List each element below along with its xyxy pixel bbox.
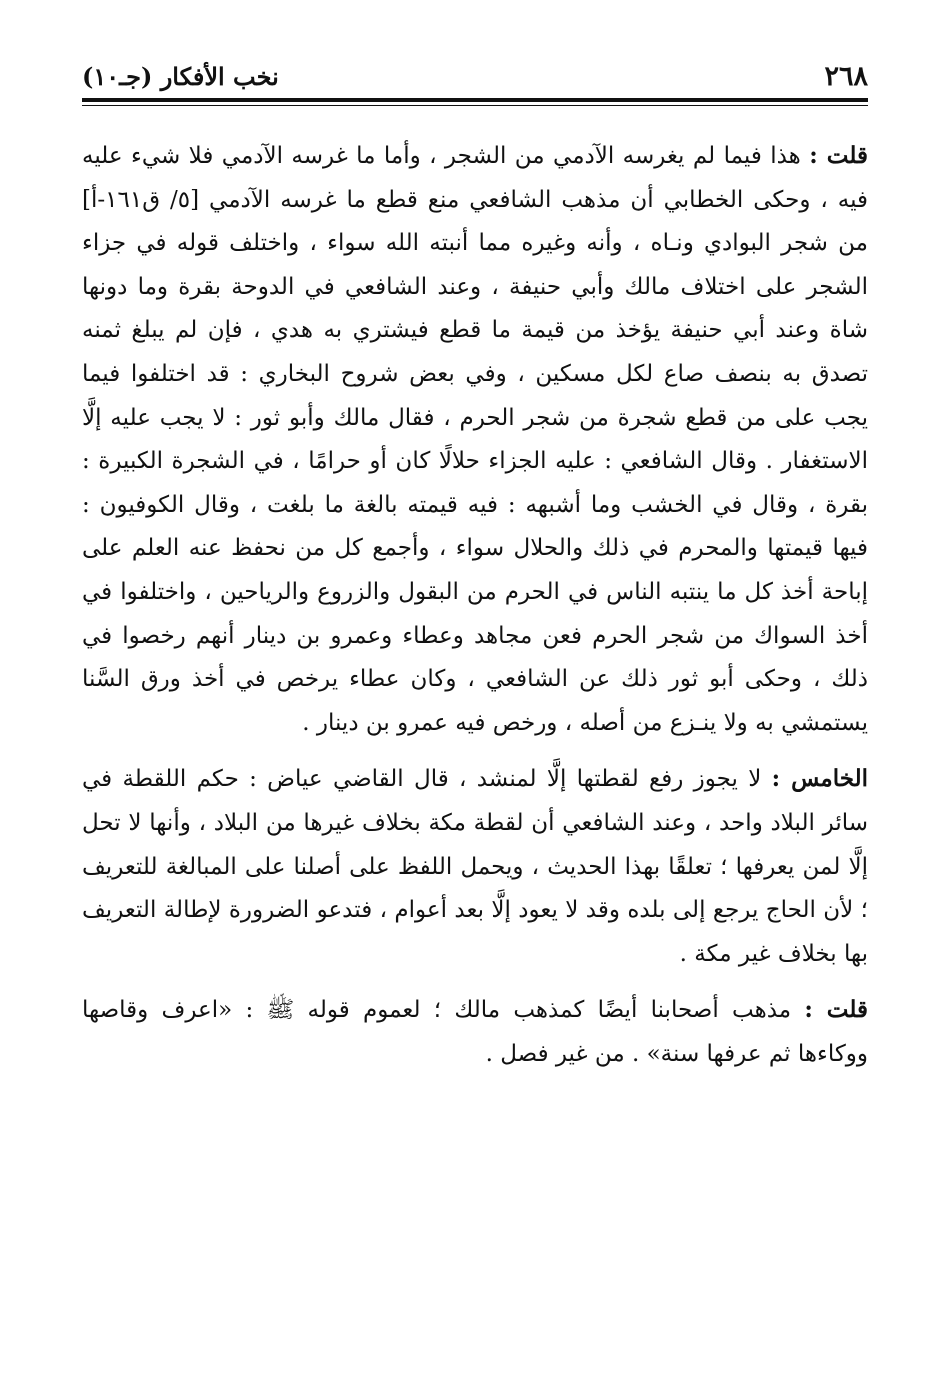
header-rule-thick — [82, 98, 868, 102]
paragraph-text: مذهب أصحابنا أيضًا كمذهب مالك ؛ لعموم قوله ﷺ : «اعرف وقاصها ووكاءها ثم عرفها سنة» . من غير فصل . — [82, 997, 868, 1067]
page-number: ٢٦٨ — [824, 61, 868, 92]
body-text — [82, 134, 868, 1076]
page-header — [82, 56, 868, 92]
paragraph-text: لا يجوز رفع لقطتها إلَّا لمنشد ، قال القاضي عياض : حكم اللقطة في سائر البلاد واحد ، وعند الشافعي أن لقطة مكة بخلاف غيرها من البلاد ، وأنها لا تحل إلَّا لمن يعرفها ؛ تعلقًا بهذا الحديث ، ويحمل اللفظ على أصلنا على المبالغة للتعريف ؛ لأن الحاج يرجع إلى بلده وقد لا يعود إلَّا بعد أعوام ، فتدعو الضرورة لإطالة التعريف بها بخلاف غير مكة . — [82, 766, 868, 967]
header-rule-thin — [82, 105, 868, 106]
running-title: نخب الأفكار (جـ١٠) — [82, 62, 279, 91]
paragraph-2 — [82, 757, 868, 976]
paragraph-lead: قلت : — [809, 142, 869, 169]
paragraph-1 — [82, 134, 868, 745]
paragraph-lead: قلت : — [804, 996, 868, 1024]
paragraph-3 — [82, 988, 868, 1076]
book-page — [82, 56, 868, 1341]
paragraph-lead: الخامس : — [771, 765, 868, 793]
paragraph-text: هذا فيما لم يغرسه الآدمي من الشجر ، وأما ما غرسه الآدمي فلا شيء عليه فيه ، وحكى الخطابي أن مذهب الشافعي منع قطع ما غرسه الآدمي [٥/ ق١٦١-أ] من شجر البوادي ونـاه ، وأنه وغيره مما أنبته الله سواء ، واختلف قوله في جزاء الشجر على اختلاف مالك وأبي حنيفة ، وعند الشافعي في الدوحة بقرة وما دونها شاة وعند أبي حنيفة يؤخذ من قيمة ما قطع فيشتري به هدي ، فإن لم يبلغ ثمنه تصدق به بنصف صاع لكل مسكين ، وفي بعض شروح البخاري : قد اختلفوا فيما يجب على من قطع شجرة من شجر الحرم ، فقال مالك وأبو ثور : لا يجب عليه إلَّا الاستغفار . وقال الشافعي : عليه الجزاء حلالًا كان أو حرامًا ، في الشجرة الكبيرة : بقرة ، وقال في الخشب وما أشبهه : فيه قيمته بالغة ما بلغت ، وقال الكوفيون : فيها قيمتها والمحرم في ذلك والحلال سواء ، وأجمع كل من نحفظ عنه العلم على إباحة أخذ كل ما ينتبه الناس في الحرم من البقول والزروع والرياحين ، واختلفوا في أخذ السواك من شجر الحرم فعن مجاهد وعطاء وعمرو بن دينار أنهم رخصوا في ذلك ، وحكى أبو ثور ذلك عن الشافعي ، وكان عطاء يرخص في أخذ ورق السَّنا يستمشي به ولا ينـزع من أصله ، ورخص فيه عمرو بن دينار . — [82, 143, 868, 736]
